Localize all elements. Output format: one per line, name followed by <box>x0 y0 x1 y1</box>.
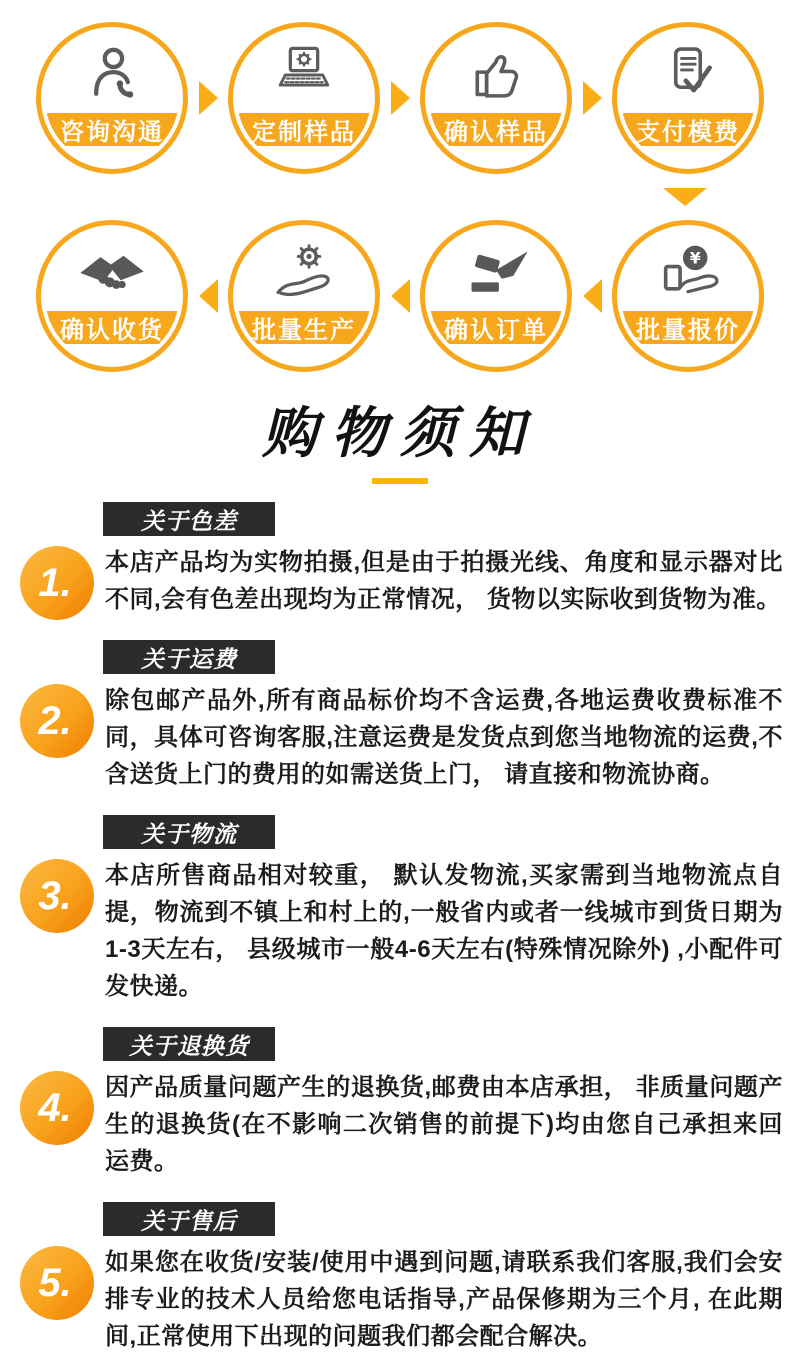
number-badge <box>20 1071 94 1145</box>
shopping-notice <box>0 404 800 1355</box>
thumbs-up-icon <box>429 37 563 113</box>
step-label: 批量生产 <box>252 317 356 344</box>
number-label: 3. <box>38 873 72 918</box>
step-bulk-quote-inner <box>621 229 755 363</box>
number-label: 2. <box>38 698 72 743</box>
step-consult <box>36 22 188 174</box>
arrow-right-icon <box>380 81 420 115</box>
gavel-icon <box>429 235 563 311</box>
number-label: 1. <box>38 560 72 605</box>
step-label: 定制样品 <box>252 119 356 146</box>
step-order-confirm-inner <box>429 229 563 363</box>
step-sample-confirm-inner <box>429 31 563 165</box>
notice-sections <box>0 502 800 1355</box>
gear-hand-icon <box>237 235 371 311</box>
section-body: 除包邮产品外,所有商品标价均不含运费,各地运费收费标准不同，具体可咨询客服,注意运费是发货点到您当地物流的运费,不含送货上门的费用的如需送货上门， 请直接和物流协商。 <box>105 687 783 788</box>
step-bulk-production-inner <box>237 229 371 363</box>
step-label: 确认订单 <box>444 317 548 344</box>
flow-row-2 <box>0 220 800 372</box>
section-body: 因产品质量问题产生的退换货,邮费由本店承担， 非质量问题产生的退换货(在不影响二次销售的前提下)均由您自己承担来回运费。 <box>105 1074 783 1175</box>
number-badge <box>20 684 94 758</box>
step-consult-inner <box>45 31 179 165</box>
step-bulk-quote <box>612 220 764 372</box>
notice-section-aftersales <box>0 1202 800 1355</box>
step-sample-confirm <box>420 22 572 174</box>
arrow-right-icon <box>572 81 612 115</box>
section-heading: 关于物流 <box>141 820 237 847</box>
step-sample-custom-inner <box>237 31 371 165</box>
number-badge <box>20 859 94 933</box>
section-heading: 关于运费 <box>141 645 237 672</box>
consult-person-icon <box>45 37 179 113</box>
section-body: 如果您在收货/安装/使用中遇到问题,请联系我们客服,我们会安排专业的技术人员给您电话指导,产品保修期为三个月, 在此期间,正常使用下出现的问题我们都会配合解决。 <box>105 1249 783 1350</box>
section-heading: 关于色差 <box>141 507 237 534</box>
document-check-icon <box>621 37 755 113</box>
section-heading-box <box>103 1027 275 1061</box>
step-label: 确认样品 <box>444 119 548 146</box>
arrow-down-icon <box>663 188 707 206</box>
step-bulk-production <box>228 220 380 372</box>
section-heading-box <box>103 1202 275 1236</box>
step-sample-custom-band <box>237 113 371 146</box>
flow-row-1 <box>0 22 800 174</box>
arrow-left-icon <box>572 279 612 313</box>
step-label: 批量报价 <box>636 317 740 344</box>
step-receive-confirm <box>36 220 188 372</box>
arrow-left-icon <box>380 279 420 313</box>
step-order-confirm <box>420 220 572 372</box>
arrow-left-icon <box>188 279 228 313</box>
step-consult-band <box>45 113 179 146</box>
section-heading-box <box>103 815 275 849</box>
notice-section-color <box>0 502 800 618</box>
section-heading-box <box>103 640 275 674</box>
notice-section-returns <box>0 1027 800 1180</box>
step-label: 支付模费 <box>636 119 740 146</box>
section-body: 本店产品均为实物拍摄,但是由于拍摄光线、角度和显示器对比不同,会有色差出现均为正常情况， 货物以实际收到货物为准。 <box>105 549 783 613</box>
step-receive-confirm-band <box>45 311 179 344</box>
step-receive-confirm-inner <box>45 229 179 363</box>
laptop-gear-icon <box>237 37 371 113</box>
number-label: 4. <box>38 1085 72 1130</box>
notice-section-logistics <box>0 815 800 1005</box>
section-heading: 关于退换货 <box>129 1032 249 1059</box>
step-pay-mold-fee-inner <box>621 31 755 165</box>
step-pay-mold-fee-band <box>621 113 755 146</box>
coin-hand-icon <box>621 235 755 311</box>
step-bulk-production-band <box>237 311 371 344</box>
step-sample-custom <box>228 22 380 174</box>
handshake-icon <box>45 235 179 311</box>
step-pay-mold-fee <box>612 22 764 174</box>
section-heading-box <box>103 502 275 536</box>
purchase-process-flow <box>0 0 800 372</box>
step-label: 确认收货 <box>60 317 164 344</box>
number-badge <box>20 546 94 620</box>
section-body: 本店所售商品相对较重， 默认发物流,买家需到当地物流点自提，物流到不镇上和村上的,一般省内或者一线城市到货日期为1-3天左右， 县级城市一般4-6天左右(特殊情况除外) ,小配件可发快递。 <box>105 862 783 1000</box>
svg-text:¥: ¥ <box>689 248 701 268</box>
number-label: 5. <box>38 1260 72 1305</box>
notice-title: 购物须知 <box>261 402 538 464</box>
step-order-confirm-band <box>429 311 563 344</box>
section-heading: 关于售后 <box>141 1207 237 1234</box>
number-badge <box>20 1246 94 1320</box>
step-bulk-quote-band <box>621 311 755 344</box>
step-label: 咨询沟通 <box>60 119 164 146</box>
notice-section-shipping <box>0 640 800 793</box>
arrow-right-icon <box>188 81 228 115</box>
step-sample-confirm-band <box>429 113 563 146</box>
title-underline <box>372 478 428 484</box>
